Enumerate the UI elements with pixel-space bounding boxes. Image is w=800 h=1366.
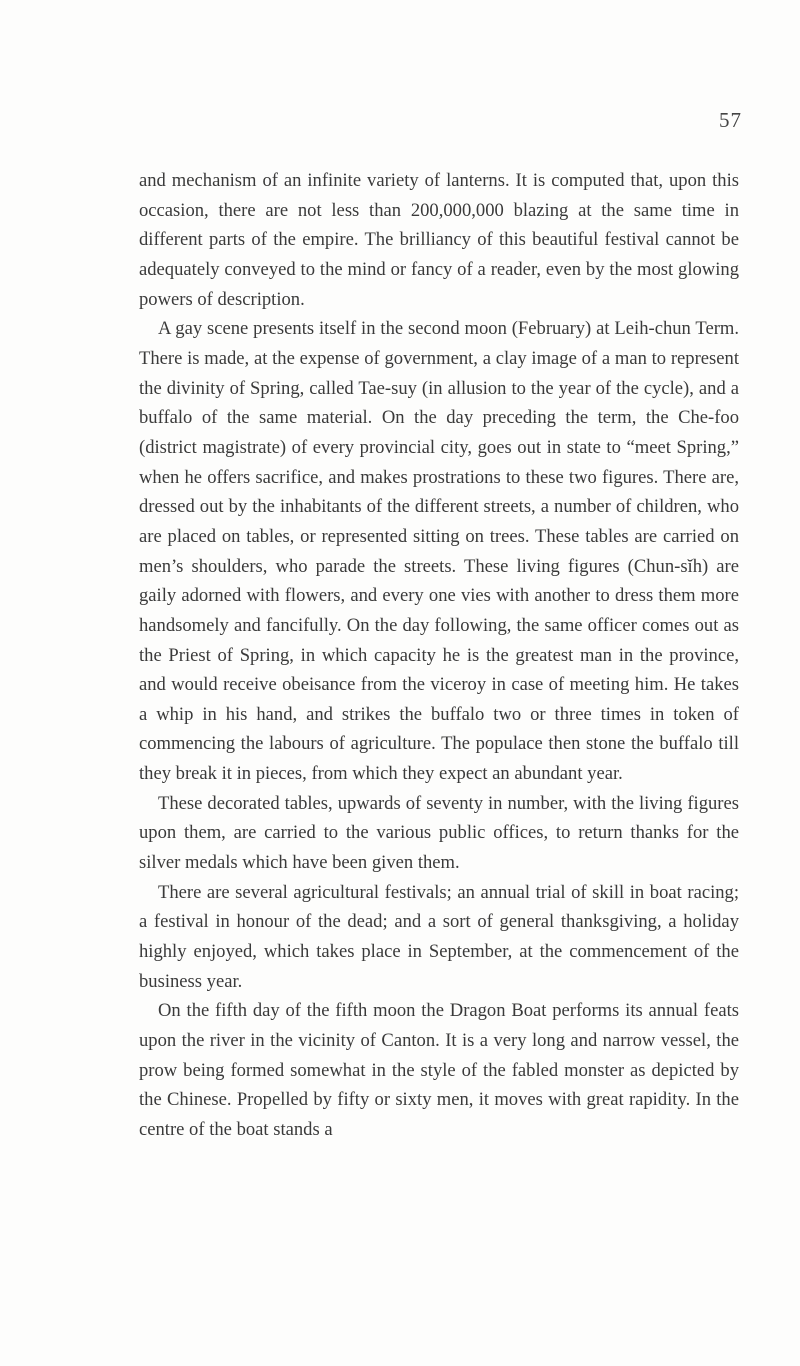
paragraph-decorated-tables: These decorated tables, upwards of seventy in number, with the living figures upon them, are carried to the various public offices, to return thanks for the silver medals which have been given them.	[139, 792, 739, 874]
page-number: 57	[719, 108, 742, 132]
paragraph-spring-festival: A gay scene presents itself in the second moon (February) at Leih-chun Term. There is made, at the expense of government, a clay image of a man to represent the divinity of Spring, called Tae-suy (in allusion to the year of the cycle), and a buffalo of the same material. On the day preceding the term, the Che-foo (district magistrate) of every provincial city, goes out in state to “meet Spring,” when he offers sacrifice, and makes prostrations to these two figures. There are, dressed out by the inhabitants of the different streets, a number of children, who are placed on tables, or represented sitting on trees. These tables are carried on men’s shoulders, who parade the streets. These living figures (Chun-sĭh) are gaily adorned with flowers, and every one vies with another to dress them more handsomely and fancifully. On the day following, the same officer comes out as the Priest of Spring, in which capacity he is the greatest man in the province, and would receive obeisance from the viceroy in case of meeting him. He takes a whip in his hand, and strikes the buffalo two or three times in token of commencing the labours of agriculture. The populace then stone the buffalo till they break it in pieces, from which they expect an abundant year.	[139, 318, 739, 785]
paragraph-lantern-festival: and mechanism of an infinite variety of lanterns. It is computed that, upon this occasion, there are not less than 200,000,000 blazing at the same time in different parts of the empire. The brilliancy of this beautiful festival cannot be adequately conveyed to the mind or fancy of a reader, even by the most glowing powers of description.	[139, 170, 739, 310]
body-text	[139, 166, 739, 1145]
paragraph-dragon-boat: On the fifth day of the fifth moon the Dragon Boat performs its annual feats upon the river in the vicinity of Canton. It is a very long and narrow vessel, the prow being formed somewhat in the style of the fabled monster as depicted by the Chinese. Propelled by fifty or sixty men, it moves with great rapidity. In the centre of the boat stands a	[139, 1000, 739, 1140]
paragraph-agricultural-festivals: There are several agricultural festivals; an annual trial of skill in boat racing; a festival in honour of the dead; and a sort of general thanksgiving, a holiday highly enjoyed, which takes place in September, at the commencement of the business year.	[139, 881, 739, 992]
